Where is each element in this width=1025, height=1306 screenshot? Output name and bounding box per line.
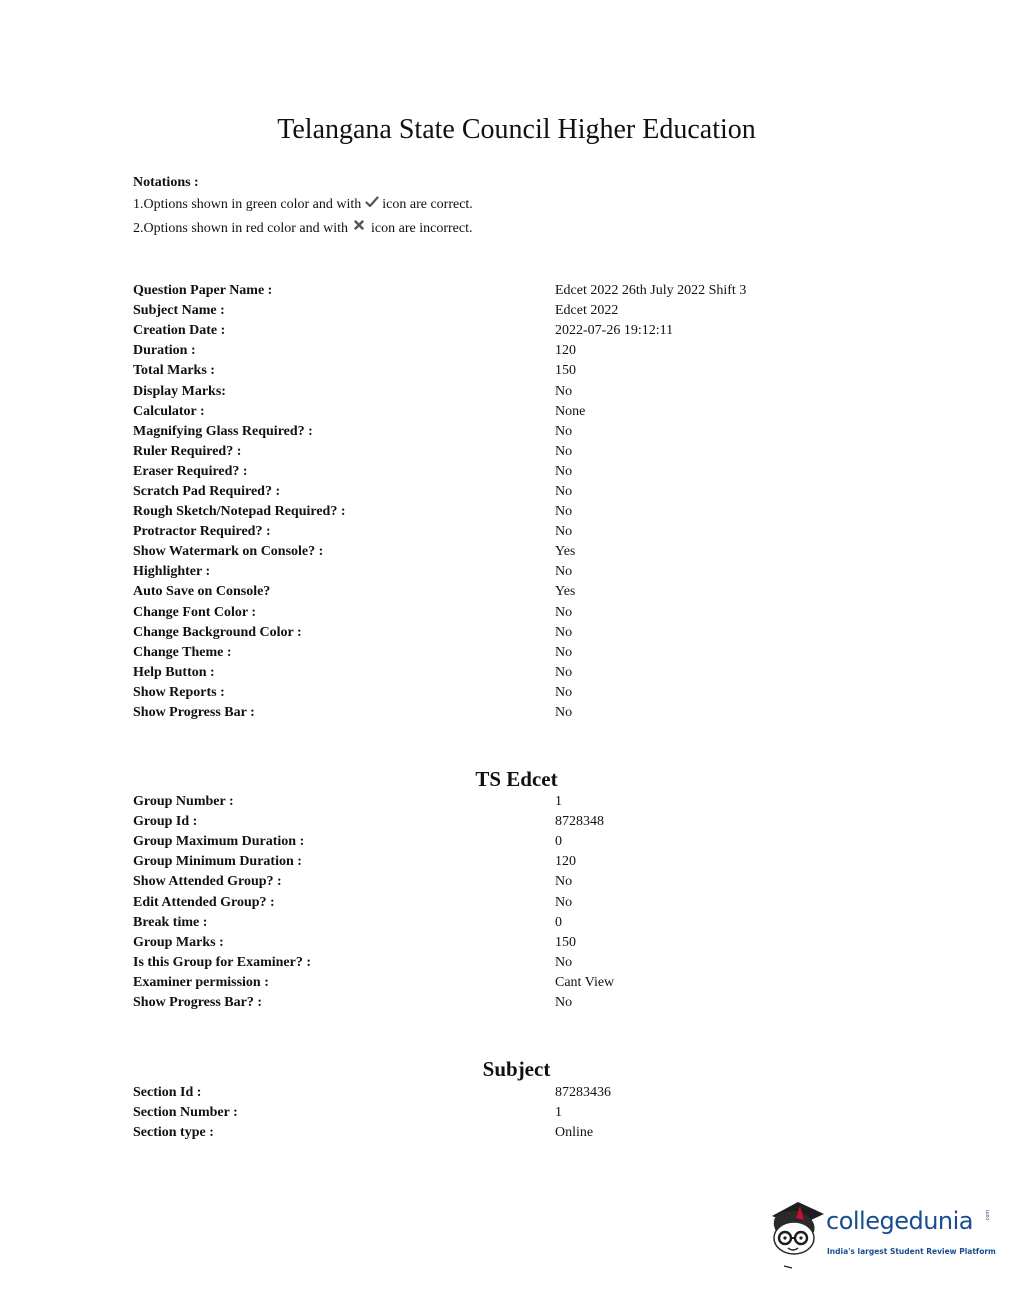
info-row: [133, 603, 746, 623]
info-label: Change Background Color :: [133, 624, 302, 640]
info-label: Examiner permission :: [133, 974, 269, 990]
info-value: 150: [555, 363, 576, 379]
notations: [133, 172, 473, 240]
info-label: Show Progress Bar? :: [133, 994, 262, 1010]
info-row: [133, 832, 614, 852]
info-row: [133, 933, 614, 953]
info-value: 120: [555, 343, 576, 359]
info-value: 87283436: [555, 1085, 611, 1101]
info-value: 1: [555, 1105, 562, 1121]
info-value: 2022-07-26 19:12:11: [555, 323, 674, 339]
info-value: No: [555, 463, 573, 479]
info-row: [133, 321, 746, 341]
info-row: [133, 281, 746, 301]
notation-incorrect-text-end: icon are incorrect.: [371, 221, 473, 236]
info-value: No: [555, 564, 573, 580]
info-value: No: [555, 874, 573, 890]
info-value: No: [555, 644, 573, 660]
info-row: [133, 301, 746, 321]
info-label: Change Theme :: [133, 644, 232, 660]
info-label: Magnifying Glass Required? :: [133, 423, 313, 439]
info-value: No: [555, 483, 573, 499]
info-row: [133, 643, 746, 663]
info-value: 1: [555, 794, 562, 810]
info-label: Is this Group for Examiner? :: [133, 954, 311, 970]
info-label: Highlighter :: [133, 564, 211, 580]
info-row: [133, 852, 614, 872]
info-label: Show Watermark on Console? :: [133, 544, 324, 560]
info-row: [133, 381, 746, 401]
info-row: [133, 482, 746, 502]
notations-heading: Notations :: [133, 175, 199, 190]
info-row: [133, 582, 746, 602]
notation-correct-text-end: icon are correct.: [382, 197, 473, 212]
info-label: Group Marks :: [133, 934, 224, 950]
info-label: Display Marks:: [133, 383, 226, 399]
info-label: Protractor Required? :: [133, 524, 271, 540]
info-label: Show Attended Group? :: [133, 874, 282, 890]
info-value: No: [555, 504, 573, 520]
subject-heading: Subject: [482, 1057, 551, 1081]
info-label: Question Paper Name :: [133, 283, 273, 299]
info-value: Edcet 2022: [555, 303, 619, 319]
info-value: 120: [555, 854, 576, 870]
logo-tagline: India's largest Student Review Platform: [827, 1247, 996, 1256]
info-row: [133, 663, 746, 683]
info-row: [133, 812, 614, 832]
info-value: No: [555, 994, 573, 1010]
info-row: [133, 1103, 611, 1123]
info-row: [133, 542, 746, 562]
info-label: Group Minimum Duration :: [133, 854, 302, 870]
info-value: Online: [555, 1125, 594, 1141]
info-value: Cant View: [555, 974, 615, 990]
info-value: No: [555, 894, 573, 910]
info-label: Edit Attended Group? :: [133, 894, 275, 910]
info-row: [133, 792, 614, 812]
info-label: Break time :: [133, 914, 208, 930]
info-row: [133, 562, 746, 582]
info-label: Section type :: [133, 1125, 214, 1141]
info-value: No: [555, 624, 573, 640]
info-row: [133, 361, 746, 381]
info-value: No: [555, 524, 573, 540]
info-row: [133, 1123, 611, 1143]
info-value: Yes: [555, 544, 576, 560]
info-label: Help Button :: [133, 664, 215, 680]
info-label: Total Marks :: [133, 363, 215, 379]
info-row: [133, 872, 614, 892]
info-row: [133, 442, 746, 462]
info-row: [133, 703, 746, 723]
info-value: Yes: [555, 584, 576, 600]
info-label: Show Progress Bar :: [133, 705, 255, 721]
info-value: No: [555, 684, 573, 700]
info-label: Ruler Required? :: [133, 443, 242, 459]
info-value: No: [555, 954, 573, 970]
info-row: [133, 422, 746, 442]
check-icon: [365, 195, 379, 209]
info-row: [133, 1083, 611, 1103]
info-value: No: [555, 664, 573, 680]
notation-incorrect: [133, 216, 473, 240]
info-label: Show Reports :: [133, 684, 225, 700]
info-label: Auto Save on Console?: [133, 584, 271, 600]
info-row: [133, 402, 746, 422]
info-row: [133, 341, 746, 361]
notation-correct: [133, 194, 473, 216]
page-title: Telangana State Council Higher Education: [277, 114, 756, 145]
info-label: Creation Date :: [133, 323, 226, 339]
info-value: 0: [555, 834, 562, 850]
info-label: Subject Name :: [133, 303, 225, 319]
info-label: Group Id :: [133, 814, 198, 830]
info-row: [133, 462, 746, 482]
notation-correct-text: 1.Options shown in green color and with: [133, 197, 362, 212]
info-value: No: [555, 423, 573, 439]
info-row: [133, 892, 614, 912]
info-value: 8728348: [555, 814, 604, 830]
info-label: Group Maximum Duration :: [133, 834, 305, 850]
group-heading: TS Edcet: [475, 767, 558, 791]
notation-incorrect-text: 2.Options shown in red color and with: [133, 221, 349, 236]
info-row: [133, 623, 746, 643]
info-label: Rough Sketch/Notepad Required? :: [133, 504, 346, 520]
info-row: [133, 502, 746, 522]
info-value: 0: [555, 914, 562, 930]
info-label: Calculator :: [133, 403, 205, 419]
info-value: None: [555, 403, 586, 419]
logo-wordmark: collegedunia: [826, 1207, 974, 1235]
info-value: No: [555, 705, 573, 721]
logo-suffix: .com: [985, 1209, 991, 1222]
info-label: Group Number :: [133, 794, 234, 810]
info-row: [133, 973, 614, 993]
info-label: Change Font Color :: [133, 604, 257, 620]
info-label: Scratch Pad Required? :: [133, 483, 281, 499]
mascot-icon: [766, 1198, 826, 1270]
group-info-table: [133, 792, 614, 1013]
paper-info-table: [133, 281, 746, 723]
info-label: Section Number :: [133, 1105, 238, 1121]
collegedunia-logo: [766, 1198, 996, 1270]
info-row: [133, 522, 746, 542]
info-label: Duration :: [133, 343, 196, 359]
info-value: Edcet 2022 26th July 2022 Shift 3: [555, 283, 747, 299]
section-info-table: [133, 1083, 611, 1143]
cross-icon: [354, 216, 364, 226]
info-label: Section Id :: [133, 1085, 202, 1101]
info-row: [133, 993, 614, 1013]
info-label: Eraser Required? :: [133, 463, 248, 479]
info-value: No: [555, 604, 573, 620]
info-row: [133, 953, 614, 973]
info-value: 150: [555, 934, 576, 950]
info-value: No: [555, 383, 573, 399]
info-row: [133, 683, 746, 703]
info-row: [133, 913, 614, 933]
info-value: No: [555, 443, 573, 459]
